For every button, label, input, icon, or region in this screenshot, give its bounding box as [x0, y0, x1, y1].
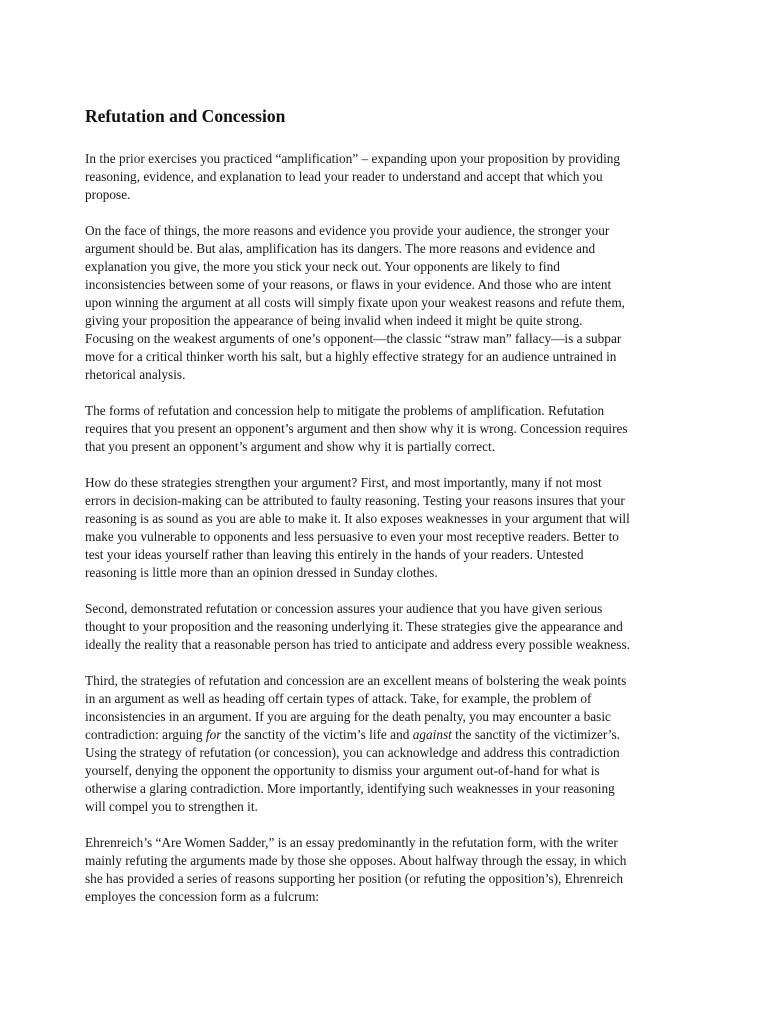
- text-line: reasoning, evidence, and explanation to lead your reader to understand and accept that which you: [85, 169, 603, 184]
- text-line: In the prior exercises you practiced “amplification” – expanding upon your proposition by providing: [85, 151, 621, 166]
- text-fragment: contradiction: arguing: [85, 727, 206, 742]
- text-line: ideally the reality that a reasonable person has tried to anticipate and address every possible weakness.: [85, 637, 630, 652]
- text-line: The forms of refutation and concession help to mitigate the problems of amplification. Refutation: [85, 403, 605, 418]
- paragraph-ehrenreich: [85, 834, 710, 906]
- text-line: otherwise a glaring contradiction. More importantly, identifying such weaknesses in your reasoning: [85, 781, 615, 796]
- text-line: How do these strategies strengthen your argument? First, and most importantly, many if not most: [85, 475, 602, 490]
- text-fragment: the sanctity of the victim’s life and: [221, 727, 413, 742]
- text-line: Second, demonstrated refutation or concession assures your audience that you have given serious: [85, 601, 603, 616]
- text-line: Focusing on the weakest arguments of one’s opponent—the classic “straw man” fallacy—is a subpar: [85, 331, 622, 346]
- text-line: upon winning the argument at all costs will simply fixate upon your weakest reasons and refute them,: [85, 295, 626, 310]
- text-line: mainly refuting the arguments made by those she opposes. About halfway through the essay, in which: [85, 853, 627, 868]
- text-line: she has provided a series of reasons supporting her position (or refuting the opposition’s), Ehrenreich: [85, 871, 624, 886]
- text-line: requires that you present an opponent’s argument and then show why it is wrong. Concession requires: [85, 421, 628, 436]
- emphasis-for: for: [205, 727, 222, 742]
- text-line: On the face of things, the more reasons and evidence you provide your audience, the stronger your: [85, 223, 610, 238]
- text-line: that you present an opponent’s argument and show why it is partially correct.: [85, 439, 496, 454]
- text-line: test your ideas yourself rather than leaving this entirely in the hands of your readers. Untested: [85, 547, 584, 562]
- text-line: thought to your proposition and the reasoning underlying it. These strategies give the appearance and: [85, 619, 623, 634]
- text-line: inconsistencies in an argument. If you are arguing for the death penalty, you may encounter a basic: [85, 709, 611, 724]
- text-line-with-emphasis: [85, 726, 710, 744]
- text-fragment: the sanctity of the victimizer’s.: [451, 727, 620, 742]
- paragraph-amplification-intro: [85, 150, 710, 204]
- text-line: make you vulnerable to opponents and less persuasive to even your most receptive readers. Better to: [85, 529, 619, 544]
- text-line: in an argument as well as heading off certain types of attack. Take, for example, the problem of: [85, 691, 592, 706]
- text-line: inconsistencies between some of your reasons, or flaws in your evidence. And those who are intent: [85, 277, 612, 292]
- paragraph-forms-definition: [85, 402, 710, 456]
- text-line: Using the strategy of refutation (or concession), you can acknowledge and address this contradiction: [85, 745, 620, 760]
- document-title: Refutation and Concession: [85, 106, 286, 126]
- text-line: Ehrenreich’s “Are Women Sadder,” is an essay predominantly in the refutation form, with the writer: [85, 835, 618, 850]
- text-line: explanation you give, the more you stick your neck out. Your opponents are likely to find: [85, 259, 560, 274]
- document-page: [85, 104, 710, 924]
- text-line: move for a critical thinker worth his salt, but a highly effective strategy for an audience untrained in: [85, 349, 617, 364]
- text-line: argument should be. But alas, amplification has its dangers. The more reasons and evidence and: [85, 241, 596, 256]
- paragraph-amplification-dangers: [85, 222, 710, 384]
- text-line: will compel you to strengthen it.: [85, 799, 258, 814]
- text-line: yourself, denying the opponent the opportunity to dismiss your argument out-of-hand for what is: [85, 763, 600, 778]
- paragraph-strengthen-argument: [85, 474, 710, 582]
- paragraph-second-point: [85, 600, 710, 654]
- text-line: Third, the strategies of refutation and concession are an excellent means of bolstering the weak points: [85, 673, 627, 688]
- text-line: propose.: [85, 187, 131, 202]
- text-line: giving your proposition the appearance of being invalid when indeed it might be quite strong.: [85, 313, 583, 328]
- text-line: reasoning is as sound as you are able to make it. It also exposes weaknesses in your argument that will: [85, 511, 630, 526]
- text-line: reasoning is little more than an opinion dressed in Sunday clothes.: [85, 565, 438, 580]
- paragraph-third-point: [85, 672, 710, 816]
- text-line: employes the concession form as a fulcrum:: [85, 889, 320, 904]
- text-line: errors in decision-making can be attributed to faulty reasoning. Testing your reasons insures that your: [85, 493, 625, 508]
- text-line: rhetorical analysis.: [85, 367, 186, 382]
- emphasis-against: against: [412, 727, 452, 742]
